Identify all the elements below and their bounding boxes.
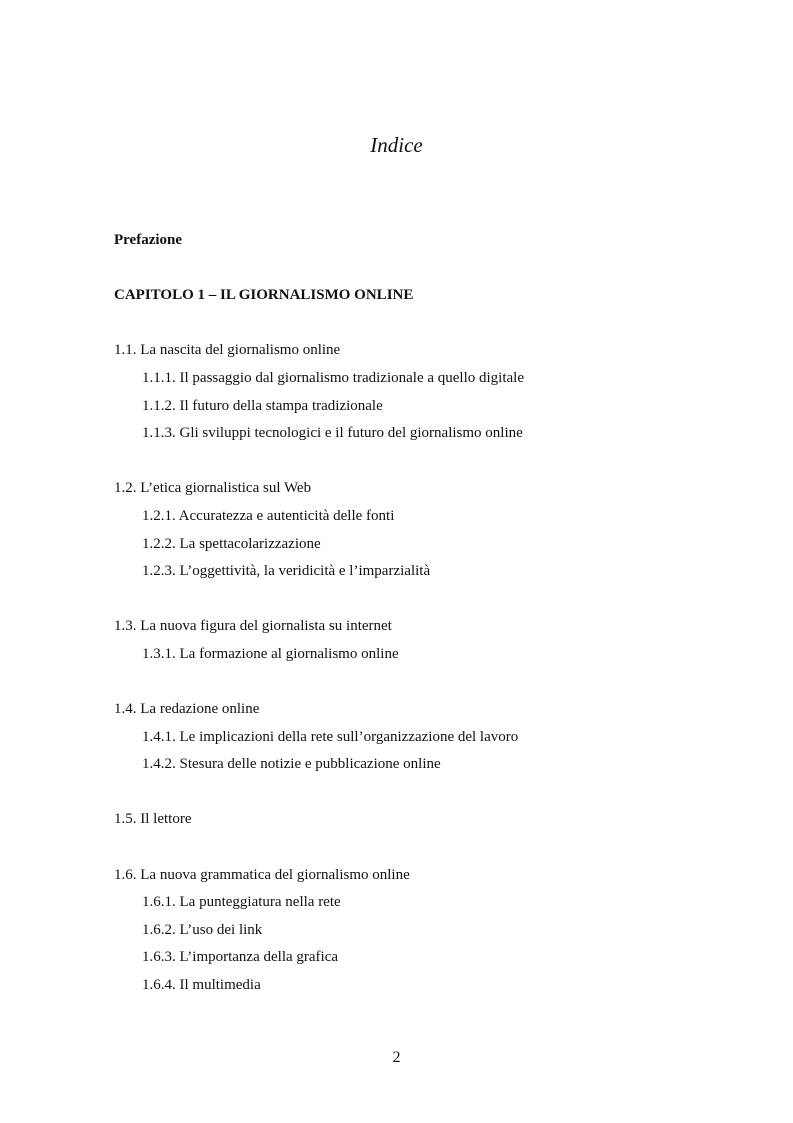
toc-section: 1.3. La nuova figura del giornalista su internet [114, 618, 392, 634]
toc-subsection: 1.6.1. La punteggiatura nella rete [142, 894, 341, 910]
toc-subsection: 1.1.1. Il passaggio dal giornalismo tradizionale a quello digitale [142, 370, 524, 386]
toc-subsection: 1.2.1. Accuratezza e autenticità delle fonti [142, 508, 395, 524]
toc-subsection: 1.6.2. L’uso dei link [142, 922, 263, 938]
page-number: 2 [392, 1049, 401, 1066]
page-title: Indice [370, 133, 423, 157]
toc-subsection: 1.6.4. Il multimedia [142, 977, 261, 993]
toc-section: 1.4. La redazione online [114, 701, 260, 717]
toc-subsection: 1.4.1. Le implicazioni della rete sull’organizzazione del lavoro [142, 729, 519, 745]
toc-subsection: 1.1.2. Il futuro della stampa tradizionale [142, 398, 383, 414]
toc-subsection: 1.4.2. Stesura delle notizie e pubblicazione online [142, 756, 441, 772]
toc-subsection: 1.6.3. L’importanza della grafica [142, 949, 339, 965]
toc-subsection: 1.2.3. L’oggettività, la veridicità e l’imparzialità [142, 563, 431, 579]
toc-subsection: 1.2.2. La spettacolarizzazione [142, 536, 321, 552]
toc-preface: Prefazione [114, 232, 183, 248]
toc-section: 1.1. La nascita del giornalismo online [114, 342, 341, 358]
toc-section: 1.5. Il lettore [114, 811, 192, 827]
toc-subsection: 1.3.1. La formazione al giornalismo online [142, 646, 399, 662]
toc-section: 1.2. L’etica giornalistica sul Web [114, 480, 312, 496]
toc-section: 1.6. La nuova grammatica del giornalismo online [114, 867, 410, 883]
toc-chapter-heading: CAPITOLO 1 – IL GIORNALISMO ONLINE [114, 287, 414, 303]
toc-subsection: 1.1.3. Gli sviluppi tecnologici e il futuro del giornalismo online [142, 425, 523, 441]
